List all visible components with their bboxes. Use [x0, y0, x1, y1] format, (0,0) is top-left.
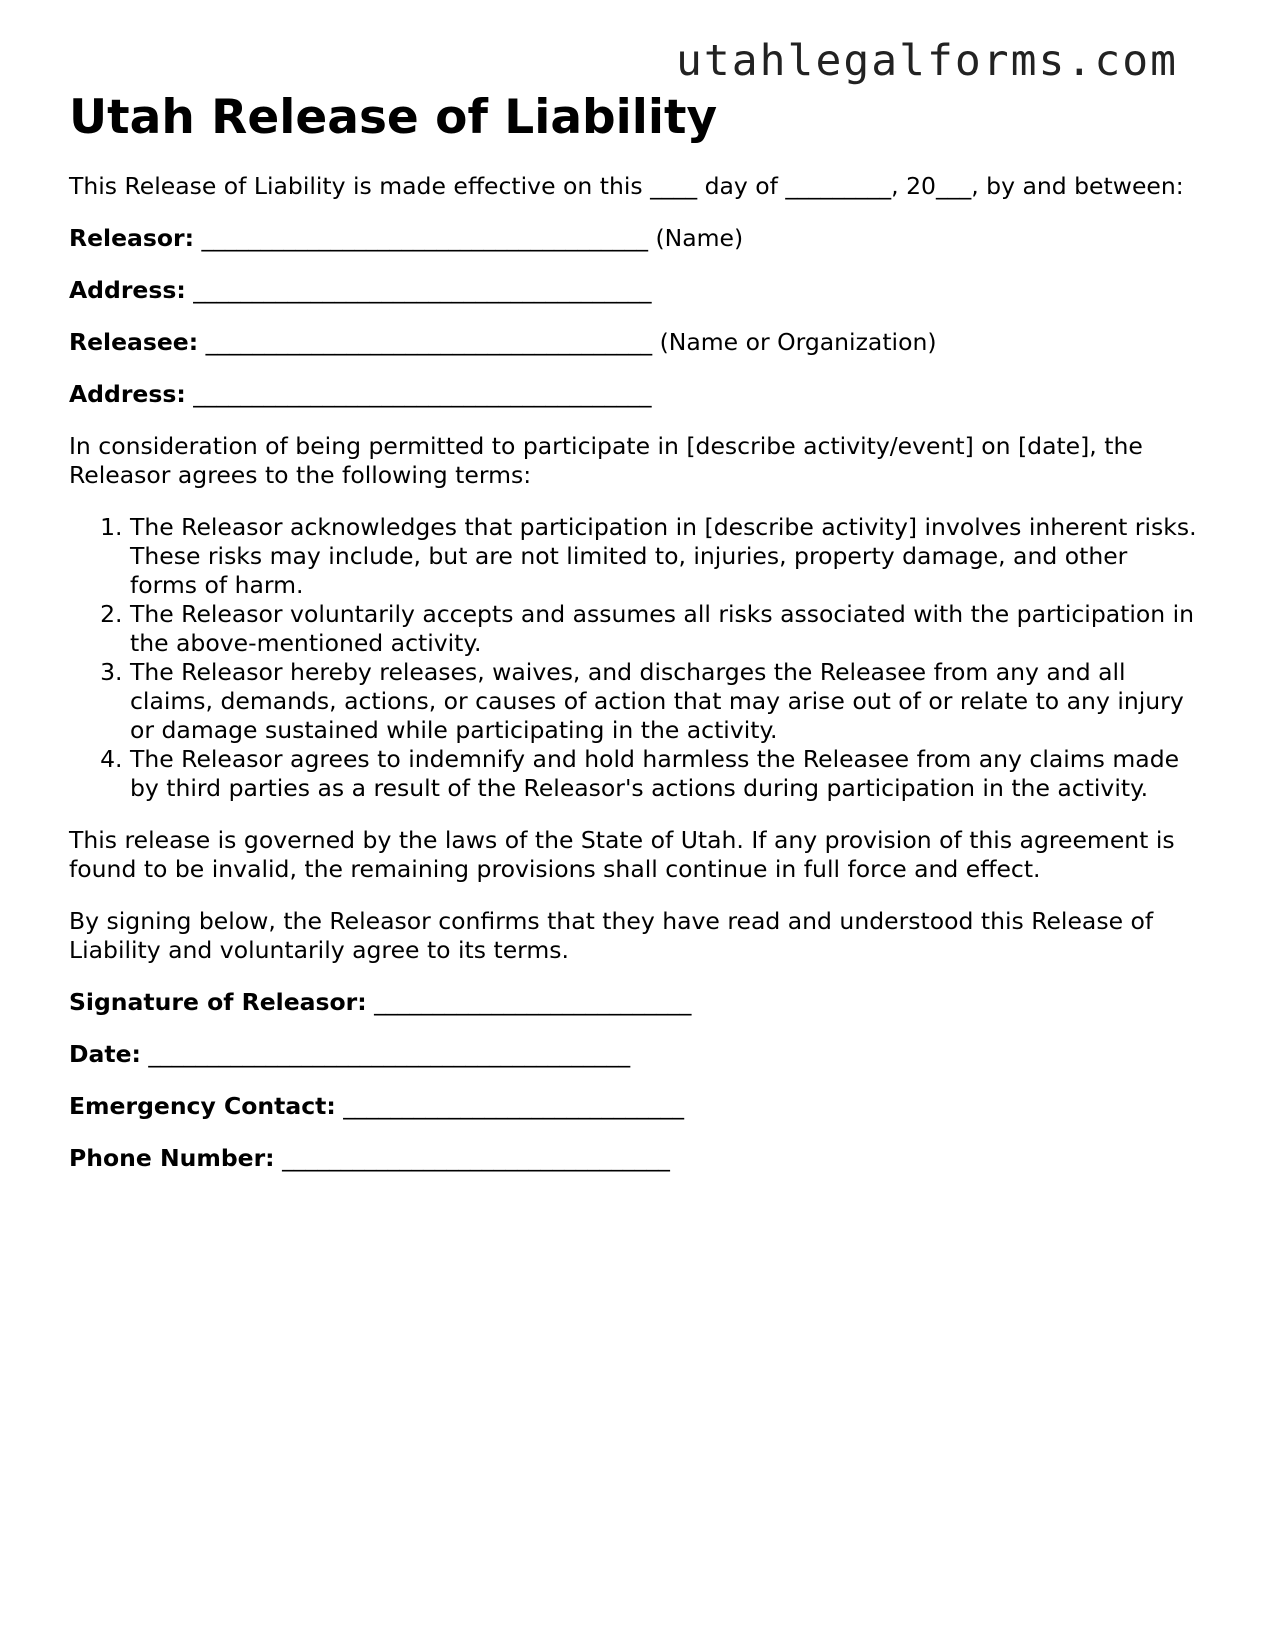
releasor-address-blank[interactable]: _______________________________________	[193, 276, 652, 304]
document-title: Utah Release of Liability	[69, 90, 718, 145]
phone-number-field	[69, 1144, 1199, 1173]
releasee-address-field	[69, 380, 1199, 409]
date-field	[69, 1040, 1199, 1069]
releasor-field	[69, 224, 1199, 253]
phone-number-label: Phone Number:	[69, 1144, 275, 1172]
terms-list	[69, 513, 1199, 803]
phone-number-blank[interactable]: _________________________________	[282, 1144, 670, 1172]
site-watermark: utahlegalforms.com	[676, 36, 1178, 86]
term-item: 2. The Releasor voluntarily accepts and assumes all risks associated with the participation in the above-mentioned activity.	[130, 600, 1199, 658]
signature-blank[interactable]: ___________________________	[374, 988, 692, 1016]
emergency-contact-label: Emergency Contact:	[69, 1092, 336, 1120]
releasee-label: Releasee:	[69, 328, 199, 356]
date-label: Date:	[69, 1040, 141, 1068]
signature-field	[69, 988, 1199, 1017]
releasor-address-label: Address:	[69, 276, 186, 304]
emergency-contact-blank[interactable]: _____________________________	[343, 1092, 684, 1120]
releasee-address-label: Address:	[69, 380, 186, 408]
term-item: 4. The Releasor agrees to indemnify and hold harmless the Releasee from any claims made by third parties as a result of the Releasor's actions during participation in the activity.	[130, 745, 1199, 803]
document-page	[69, 84, 1199, 1173]
date-blank[interactable]: _________________________________________	[148, 1040, 631, 1068]
intro-paragraph: This Release of Liability is made effective on this ____ day of _________, 20___, by and between:	[69, 172, 1184, 200]
signing-paragraph: By signing below, the Releasor confirms that they have read and understood this Release of Liability and voluntarily agree to its terms.	[69, 907, 1154, 964]
governing-law-paragraph: This release is governed by the laws of the State of Utah. If any provision of this agreement is found to be invalid, the remaining provisions shall continue in full force and effect.	[69, 826, 1175, 883]
releasor-address-field	[69, 276, 1199, 305]
releasor-blank[interactable]: ______________________________________	[201, 224, 648, 252]
signature-label: Signature of Releasor:	[69, 988, 367, 1016]
emergency-contact-field	[69, 1092, 1199, 1121]
term-item: 1. The Releasor acknowledges that participation in [describe activity] involves inherent risks. These risks may include, but are not limited to, injuries, property damage, and other forms of harm.	[130, 513, 1199, 600]
releasor-label: Releasor:	[69, 224, 195, 252]
term-item: 3. The Releasor hereby releases, waives, and discharges the Releasee from any and all claims, demands, actions, or causes of action that may arise out of or relate to any injury or damage sustained while participating in the activity.	[130, 658, 1199, 745]
releasee-blank[interactable]: ______________________________________	[205, 328, 653, 356]
releasee-address-blank[interactable]: _______________________________________	[193, 380, 652, 408]
consideration-paragraph: In consideration of being permitted to participate in [describe activity/event] on [date], the Releasor agrees to the following terms:	[69, 432, 1143, 489]
releasor-note: (Name)	[655, 224, 744, 252]
releasee-note: (Name or Organization)	[659, 328, 937, 356]
releasee-field	[69, 328, 1199, 357]
